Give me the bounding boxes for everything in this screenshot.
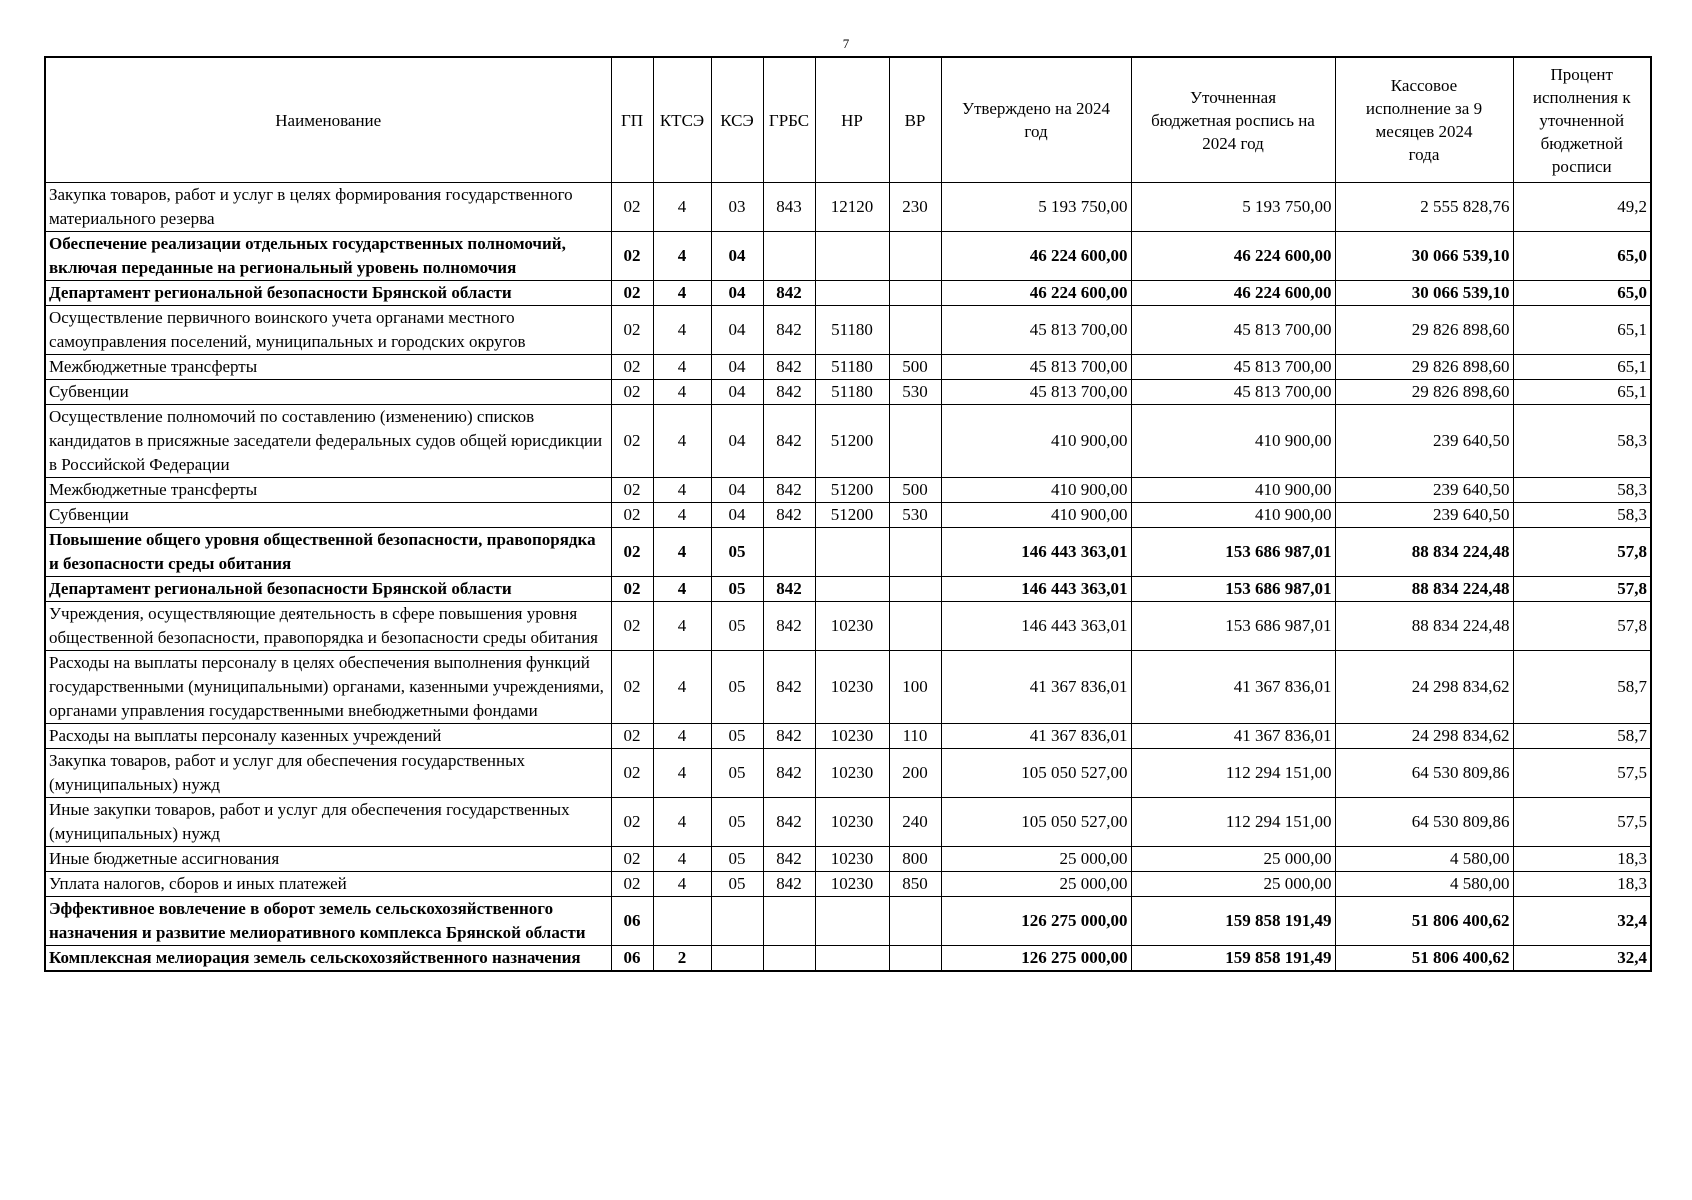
cell-vr: 530 <box>889 380 941 405</box>
cell-cash: 239 640,50 <box>1335 478 1513 503</box>
cell-approved: 410 900,00 <box>941 503 1131 528</box>
cell-kse: 05 <box>711 749 763 798</box>
cell-grbs: 842 <box>763 602 815 651</box>
cell-cash: 30 066 539,10 <box>1335 281 1513 306</box>
cell-percent: 58,7 <box>1513 651 1651 724</box>
cell-ktse: 4 <box>653 798 711 847</box>
table-row <box>45 946 1651 972</box>
cell-percent: 32,4 <box>1513 897 1651 946</box>
cell-vr: 100 <box>889 651 941 724</box>
cell-cash: 88 834 224,48 <box>1335 528 1513 577</box>
cell-name: Обеспечение реализации отдельных государственных полномочий, включая переданные на региональный уровень полномочия <box>45 232 611 281</box>
cell-approved: 41 367 836,01 <box>941 724 1131 749</box>
cell-grbs: 842 <box>763 872 815 897</box>
cell-kse: 04 <box>711 380 763 405</box>
cell-approved: 146 443 363,01 <box>941 602 1131 651</box>
cell-ktse: 4 <box>653 847 711 872</box>
cell-approved: 25 000,00 <box>941 872 1131 897</box>
cell-approved: 46 224 600,00 <box>941 232 1131 281</box>
cell-grbs: 842 <box>763 847 815 872</box>
cell-nr <box>815 577 889 602</box>
cell-cash: 51 806 400,62 <box>1335 946 1513 972</box>
cell-grbs: 842 <box>763 651 815 724</box>
header-grbs: ГРБС <box>763 57 815 183</box>
cell-kse: 05 <box>711 651 763 724</box>
cell-percent: 58,3 <box>1513 478 1651 503</box>
cell-gp: 02 <box>611 355 653 380</box>
cell-refined: 112 294 151,00 <box>1131 798 1335 847</box>
cell-vr <box>889 405 941 478</box>
cell-ktse <box>653 897 711 946</box>
cell-gp: 02 <box>611 602 653 651</box>
table-body <box>45 183 1651 972</box>
cell-nr: 10230 <box>815 872 889 897</box>
table-row <box>45 528 1651 577</box>
cell-ktse: 4 <box>653 281 711 306</box>
cell-vr: 500 <box>889 355 941 380</box>
cell-gp: 02 <box>611 577 653 602</box>
table-row <box>45 724 1651 749</box>
cell-nr <box>815 281 889 306</box>
cell-ktse: 4 <box>653 380 711 405</box>
cell-ktse: 4 <box>653 602 711 651</box>
cell-ktse: 4 <box>653 405 711 478</box>
cell-kse: 05 <box>711 872 763 897</box>
cell-nr: 51200 <box>815 405 889 478</box>
cell-cash: 30 066 539,10 <box>1335 232 1513 281</box>
cell-grbs <box>763 946 815 972</box>
header-ktse: КТСЭ <box>653 57 711 183</box>
cell-refined: 159 858 191,49 <box>1131 897 1335 946</box>
cell-nr: 10230 <box>815 798 889 847</box>
cell-approved: 410 900,00 <box>941 405 1131 478</box>
cell-percent: 65,1 <box>1513 355 1651 380</box>
cell-gp: 06 <box>611 946 653 972</box>
cell-gp: 02 <box>611 503 653 528</box>
cell-approved: 126 275 000,00 <box>941 946 1131 972</box>
table-row <box>45 380 1651 405</box>
cell-percent: 57,8 <box>1513 602 1651 651</box>
table-row <box>45 872 1651 897</box>
cell-nr: 51180 <box>815 380 889 405</box>
cell-approved: 45 813 700,00 <box>941 380 1131 405</box>
cell-percent: 32,4 <box>1513 946 1651 972</box>
cell-gp: 02 <box>611 380 653 405</box>
cell-refined: 46 224 600,00 <box>1131 281 1335 306</box>
cell-approved: 105 050 527,00 <box>941 749 1131 798</box>
cell-ktse: 4 <box>653 232 711 281</box>
cell-nr: 10230 <box>815 749 889 798</box>
cell-percent: 65,0 <box>1513 281 1651 306</box>
cell-refined: 41 367 836,01 <box>1131 724 1335 749</box>
cell-gp: 06 <box>611 897 653 946</box>
cell-nr: 51180 <box>815 306 889 355</box>
cell-name: Иные закупки товаров, работ и услуг для обеспечения государственных (муниципальных) нужд <box>45 798 611 847</box>
cell-cash: 24 298 834,62 <box>1335 651 1513 724</box>
cell-name: Комплексная мелиорация земель сельскохозяйственного назначения <box>45 946 611 972</box>
cell-kse: 05 <box>711 577 763 602</box>
cell-refined: 410 900,00 <box>1131 478 1335 503</box>
header-refined: Уточненная бюджетная роспись на 2024 год <box>1131 57 1335 183</box>
cell-cash: 239 640,50 <box>1335 503 1513 528</box>
cell-ktse: 4 <box>653 528 711 577</box>
cell-refined: 45 813 700,00 <box>1131 355 1335 380</box>
cell-nr: 51180 <box>815 355 889 380</box>
cell-approved: 410 900,00 <box>941 478 1131 503</box>
cell-kse: 04 <box>711 355 763 380</box>
cell-gp: 02 <box>611 281 653 306</box>
cell-refined: 45 813 700,00 <box>1131 380 1335 405</box>
cell-kse: 05 <box>711 847 763 872</box>
cell-ktse: 2 <box>653 946 711 972</box>
cell-grbs <box>763 528 815 577</box>
cell-percent: 57,8 <box>1513 577 1651 602</box>
cell-refined: 410 900,00 <box>1131 503 1335 528</box>
cell-percent: 57,5 <box>1513 798 1651 847</box>
cell-name: Межбюджетные трансферты <box>45 355 611 380</box>
cell-grbs: 842 <box>763 306 815 355</box>
cell-vr <box>889 897 941 946</box>
cell-refined: 153 686 987,01 <box>1131 602 1335 651</box>
cell-approved: 45 813 700,00 <box>941 355 1131 380</box>
page-number: 7 <box>842 36 850 51</box>
cell-nr: 12120 <box>815 183 889 232</box>
cell-approved: 25 000,00 <box>941 847 1131 872</box>
cell-name: Учреждения, осуществляющие деятельность в сфере повышения уровня общественной безопасности, правопорядка и безопасности среды обитания <box>45 602 611 651</box>
table-row <box>45 651 1651 724</box>
cell-kse: 04 <box>711 478 763 503</box>
cell-kse: 04 <box>711 405 763 478</box>
cell-nr <box>815 897 889 946</box>
cell-grbs: 843 <box>763 183 815 232</box>
cell-cash: 29 826 898,60 <box>1335 306 1513 355</box>
table-row <box>45 897 1651 946</box>
cell-approved: 5 193 750,00 <box>941 183 1131 232</box>
cell-name: Повышение общего уровня общественной безопасности, правопорядка и безопасности среды обитания <box>45 528 611 577</box>
cell-vr: 200 <box>889 749 941 798</box>
cell-grbs: 842 <box>763 281 815 306</box>
cell-name: Расходы на выплаты персоналу казенных учреждений <box>45 724 611 749</box>
cell-grbs: 842 <box>763 355 815 380</box>
cell-name: Департамент региональной безопасности Брянской области <box>45 577 611 602</box>
cell-cash: 64 530 809,86 <box>1335 798 1513 847</box>
cell-ktse: 4 <box>653 478 711 503</box>
cell-percent: 57,5 <box>1513 749 1651 798</box>
table-row <box>45 232 1651 281</box>
cell-gp: 02 <box>611 478 653 503</box>
cell-approved: 41 367 836,01 <box>941 651 1131 724</box>
table-row <box>45 577 1651 602</box>
table-row <box>45 306 1651 355</box>
cell-kse: 05 <box>711 798 763 847</box>
cell-refined: 25 000,00 <box>1131 847 1335 872</box>
cell-vr <box>889 602 941 651</box>
cell-vr: 110 <box>889 724 941 749</box>
cell-gp: 02 <box>611 183 653 232</box>
cell-vr <box>889 577 941 602</box>
header-nr: НР <box>815 57 889 183</box>
cell-refined: 45 813 700,00 <box>1131 306 1335 355</box>
cell-nr: 10230 <box>815 724 889 749</box>
cell-vr <box>889 306 941 355</box>
cell-percent: 65,0 <box>1513 232 1651 281</box>
cell-refined: 41 367 836,01 <box>1131 651 1335 724</box>
cell-percent: 57,8 <box>1513 528 1651 577</box>
cell-kse <box>711 897 763 946</box>
cell-grbs: 842 <box>763 749 815 798</box>
cell-gp: 02 <box>611 405 653 478</box>
cell-gp: 02 <box>611 724 653 749</box>
cell-vr: 530 <box>889 503 941 528</box>
cell-cash: 64 530 809,86 <box>1335 749 1513 798</box>
cell-vr: 800 <box>889 847 941 872</box>
cell-grbs <box>763 232 815 281</box>
cell-cash: 88 834 224,48 <box>1335 577 1513 602</box>
cell-ktse: 4 <box>653 306 711 355</box>
cell-refined: 153 686 987,01 <box>1131 528 1335 577</box>
cell-cash: 239 640,50 <box>1335 405 1513 478</box>
cell-name: Субвенции <box>45 380 611 405</box>
cell-gp: 02 <box>611 232 653 281</box>
cell-refined: 410 900,00 <box>1131 405 1335 478</box>
header-percent: Процент исполнения к уточненной бюджетной росписи <box>1513 57 1651 183</box>
cell-grbs: 842 <box>763 577 815 602</box>
cell-grbs: 842 <box>763 503 815 528</box>
budget-table <box>44 56 1652 972</box>
cell-ktse: 4 <box>653 651 711 724</box>
cell-kse: 04 <box>711 281 763 306</box>
cell-ktse: 4 <box>653 724 711 749</box>
cell-gp: 02 <box>611 872 653 897</box>
header-vr: ВР <box>889 57 941 183</box>
cell-kse: 05 <box>711 602 763 651</box>
cell-cash: 2 555 828,76 <box>1335 183 1513 232</box>
cell-approved: 45 813 700,00 <box>941 306 1131 355</box>
cell-approved: 46 224 600,00 <box>941 281 1131 306</box>
header-name: Наименование <box>45 57 611 183</box>
cell-ktse: 4 <box>653 183 711 232</box>
cell-name: Субвенции <box>45 503 611 528</box>
cell-nr: 51200 <box>815 478 889 503</box>
cell-grbs: 842 <box>763 405 815 478</box>
cell-nr <box>815 528 889 577</box>
cell-vr: 230 <box>889 183 941 232</box>
header-cash: Кассовое исполнение за 9 месяцев 2024 года <box>1335 57 1513 183</box>
table-row <box>45 503 1651 528</box>
cell-name: Эффективное вовлечение в оборот земель сельскохозяйственного назначения и развитие мелиоративного комплекса Брянской области <box>45 897 611 946</box>
cell-percent: 58,3 <box>1513 503 1651 528</box>
cell-vr <box>889 528 941 577</box>
cell-vr <box>889 946 941 972</box>
cell-percent: 65,1 <box>1513 306 1651 355</box>
table-row <box>45 602 1651 651</box>
cell-grbs: 842 <box>763 724 815 749</box>
cell-name: Осуществление полномочий по составлению (изменению) списков кандидатов в присяжные заседатели федеральных судов общей юрисдикции в Российской Федерации <box>45 405 611 478</box>
cell-percent: 58,3 <box>1513 405 1651 478</box>
header-approved: Утверждено на 2024 год <box>941 57 1131 183</box>
cell-name: Закупка товаров, работ и услуг для обеспечения государственных (муниципальных) нужд <box>45 749 611 798</box>
cell-cash: 4 580,00 <box>1335 847 1513 872</box>
cell-name: Закупка товаров, работ и услуг в целях формирования государственного материального резерва <box>45 183 611 232</box>
cell-ktse: 4 <box>653 503 711 528</box>
cell-nr: 10230 <box>815 651 889 724</box>
cell-approved: 126 275 000,00 <box>941 897 1131 946</box>
cell-nr: 51200 <box>815 503 889 528</box>
cell-kse: 05 <box>711 724 763 749</box>
cell-name: Иные бюджетные ассигнования <box>45 847 611 872</box>
cell-percent: 18,3 <box>1513 847 1651 872</box>
cell-kse <box>711 946 763 972</box>
cell-refined: 25 000,00 <box>1131 872 1335 897</box>
cell-ktse: 4 <box>653 872 711 897</box>
cell-refined: 159 858 191,49 <box>1131 946 1335 972</box>
cell-name: Расходы на выплаты персоналу в целях обеспечения выполнения функций государственными (муниципальными) органами, казенными учреждениями, органами управления государственными внебюджетными фондами <box>45 651 611 724</box>
cell-refined: 46 224 600,00 <box>1131 232 1335 281</box>
cell-cash: 4 580,00 <box>1335 872 1513 897</box>
header-kse: КСЭ <box>711 57 763 183</box>
table-row <box>45 478 1651 503</box>
cell-refined: 153 686 987,01 <box>1131 577 1335 602</box>
cell-percent: 18,3 <box>1513 872 1651 897</box>
cell-kse: 05 <box>711 528 763 577</box>
cell-approved: 146 443 363,01 <box>941 528 1131 577</box>
table-row <box>45 798 1651 847</box>
cell-name: Осуществление первичного воинского учета органами местного самоуправления поселений, муниципальных и городских округов <box>45 306 611 355</box>
cell-nr: 10230 <box>815 602 889 651</box>
header-row <box>45 57 1651 183</box>
table-row <box>45 405 1651 478</box>
cell-approved: 105 050 527,00 <box>941 798 1131 847</box>
cell-vr <box>889 281 941 306</box>
header-gp: ГП <box>611 57 653 183</box>
cell-gp: 02 <box>611 749 653 798</box>
table-row <box>45 281 1651 306</box>
cell-grbs <box>763 897 815 946</box>
cell-gp: 02 <box>611 306 653 355</box>
cell-ktse: 4 <box>653 577 711 602</box>
cell-vr: 850 <box>889 872 941 897</box>
cell-gp: 02 <box>611 847 653 872</box>
cell-nr <box>815 232 889 281</box>
cell-percent: 49,2 <box>1513 183 1651 232</box>
cell-gp: 02 <box>611 528 653 577</box>
cell-kse: 03 <box>711 183 763 232</box>
table-row <box>45 749 1651 798</box>
cell-refined: 5 193 750,00 <box>1131 183 1335 232</box>
cell-cash: 24 298 834,62 <box>1335 724 1513 749</box>
table-row <box>45 847 1651 872</box>
cell-approved: 146 443 363,01 <box>941 577 1131 602</box>
cell-grbs: 842 <box>763 798 815 847</box>
cell-gp: 02 <box>611 651 653 724</box>
cell-cash: 51 806 400,62 <box>1335 897 1513 946</box>
cell-vr: 240 <box>889 798 941 847</box>
cell-kse: 04 <box>711 306 763 355</box>
cell-ktse: 4 <box>653 355 711 380</box>
table-row <box>45 355 1651 380</box>
cell-cash: 88 834 224,48 <box>1335 602 1513 651</box>
cell-name: Департамент региональной безопасности Брянской области <box>45 281 611 306</box>
cell-kse: 04 <box>711 503 763 528</box>
cell-vr: 500 <box>889 478 941 503</box>
cell-name: Межбюджетные трансферты <box>45 478 611 503</box>
cell-percent: 65,1 <box>1513 380 1651 405</box>
cell-gp: 02 <box>611 798 653 847</box>
cell-cash: 29 826 898,60 <box>1335 355 1513 380</box>
cell-refined: 112 294 151,00 <box>1131 749 1335 798</box>
cell-name: Уплата налогов, сборов и иных платежей <box>45 872 611 897</box>
cell-percent: 58,7 <box>1513 724 1651 749</box>
cell-grbs: 842 <box>763 478 815 503</box>
cell-ktse: 4 <box>653 749 711 798</box>
cell-cash: 29 826 898,60 <box>1335 380 1513 405</box>
cell-nr <box>815 946 889 972</box>
cell-kse: 04 <box>711 232 763 281</box>
cell-grbs: 842 <box>763 380 815 405</box>
table-row <box>45 183 1651 232</box>
cell-vr <box>889 232 941 281</box>
cell-nr: 10230 <box>815 847 889 872</box>
